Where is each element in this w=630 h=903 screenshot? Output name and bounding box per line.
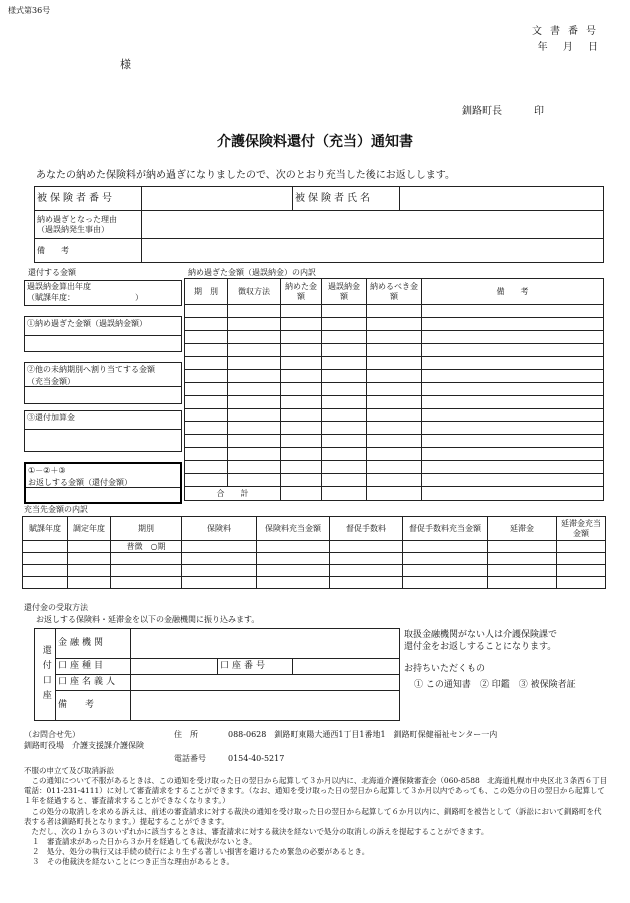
breakdown-cell <box>322 318 367 331</box>
breakdown-cell <box>422 422 604 435</box>
breakdown-cell <box>228 357 281 370</box>
receipt-heading: 還付金の受取方法 <box>24 603 88 612</box>
overpaid-amount-label: ①納め過ぎた金額（過誤納金額） <box>25 317 181 336</box>
appeal-paragraph-1: この通知について不服があるときは、この通知を受け取った日の翌日から起算して３か月以内に、北海道介護保険審査会（060-8588 北海道札幌市中央区北３条西６丁目 電話：011-231-4111）に対して審査請求をすることができます。（なお、通知を受け取った日の翌日から起算して３か月以内であっても、この処分の日の翌日から起算して１年を経過すると、審査請求することができなくなります。） <box>24 776 615 806</box>
appropriation-heading: 充当先金額の内訳 <box>24 505 88 514</box>
breakdown-cell <box>367 435 422 448</box>
bank-value <box>131 629 400 659</box>
breakdown-row <box>185 305 604 318</box>
breakdown-cell <box>367 383 422 396</box>
no-bank-note-1: 取扱金融機関がない人は介護保険課で <box>404 630 558 640</box>
breakdown-cell <box>228 344 281 357</box>
breakdown-cell <box>281 305 322 318</box>
appropriation-header-assess-year: 調定年度 <box>68 517 111 541</box>
document-number-label: 文書番号 <box>532 26 604 37</box>
appropriation-cell <box>23 541 68 553</box>
no-bank-note-2: 還付金をお返しすることになります。 <box>404 642 557 652</box>
breakdown-cell <box>422 344 604 357</box>
breakdown-cell <box>281 396 322 409</box>
addressee-suffix: 様 <box>120 58 131 71</box>
breakdown-cell <box>185 383 228 396</box>
appropriated-amount-box <box>24 362 182 404</box>
breakdown-total-cell <box>422 487 604 501</box>
breakdown-cell <box>322 461 367 474</box>
insured-name-label: 被保険者氏名 <box>293 187 400 211</box>
breakdown-cell <box>185 344 228 357</box>
breakdown-total-cell <box>367 487 422 501</box>
insured-remarks-value <box>142 239 604 263</box>
breakdown-cell <box>322 370 367 383</box>
refund-year-label: 過誤納金算出年度 <box>27 282 91 291</box>
breakdown-cell <box>367 461 422 474</box>
appropriation-cell <box>330 565 403 577</box>
breakdown-heading: 納め過ぎた金額（過誤納金）の内訳 <box>188 268 316 277</box>
appeal-item-1: １ 審査請求があった日から３か月を経過しても裁決がないとき。 <box>32 836 257 846</box>
page-title: 介護保険料還付（充当）通知書 <box>217 134 413 150</box>
bank-account-table <box>34 628 400 721</box>
reason-label <box>35 211 142 239</box>
breakdown-cell <box>185 474 228 487</box>
breakdown-cell <box>322 409 367 422</box>
refund-total-box <box>24 462 182 504</box>
breakdown-cell <box>281 344 322 357</box>
breakdown-total-cell <box>322 487 367 501</box>
breakdown-cell <box>322 396 367 409</box>
contact-address: 088-0628 釧路町東陽大通西1丁目1番地1 釧路町保健福祉センター一内 <box>228 730 498 739</box>
overpaid-amount-box <box>24 316 182 352</box>
breakdown-row <box>185 331 604 344</box>
appropriation-cell <box>182 553 257 565</box>
breakdown-cell <box>422 318 604 331</box>
breakdown-cell <box>185 422 228 435</box>
breakdown-cell <box>322 422 367 435</box>
breakdown-cell <box>322 448 367 461</box>
breakdown-cell <box>367 409 422 422</box>
appeal-item-3: ３ その他裁決を経ないことにつき正当な理由があるとき。 <box>32 857 235 867</box>
breakdown-cell <box>367 357 422 370</box>
breakdown-cell <box>281 474 322 487</box>
appropriation-row <box>23 577 606 589</box>
breakdown-cell <box>422 357 604 370</box>
breakdown-row <box>185 474 604 487</box>
breakdown-row <box>185 383 604 396</box>
breakdown-cell <box>185 461 228 474</box>
breakdown-cell <box>367 318 422 331</box>
breakdown-cell <box>422 474 604 487</box>
appropriation-cell <box>330 541 403 553</box>
receipt-remarks-value <box>131 691 400 721</box>
breakdown-cell <box>185 435 228 448</box>
breakdown-cell <box>281 331 322 344</box>
refund-heading: 還付する金額 <box>28 268 76 277</box>
breakdown-cell <box>422 305 604 318</box>
insured-name-value <box>400 187 604 211</box>
appropriation-cell <box>23 553 68 565</box>
refund-addition-box <box>24 410 182 452</box>
breakdown-header-paid: 納めた金 額 <box>281 279 322 305</box>
breakdown-cell <box>281 409 322 422</box>
appropriation-cell <box>257 541 330 553</box>
date-label: 年 月 日 <box>537 42 604 53</box>
appropriation-cell <box>68 577 111 589</box>
breakdown-cell <box>228 435 281 448</box>
appropriation-header-premium-applied: 保険料充当金額 <box>257 517 330 541</box>
insured-number-label: 被保険者番号 <box>35 187 142 211</box>
breakdown-cell <box>228 461 281 474</box>
appropriated-amount-label: ②他の未納期別へ割り当てする金額 <box>27 365 155 374</box>
breakdown-cell <box>228 422 281 435</box>
breakdown-cell <box>228 474 281 487</box>
breakdown-cell <box>367 331 422 344</box>
appropriation-cell <box>68 565 111 577</box>
appropriation-header-late-applied: 延滞金充当金額 <box>557 517 606 541</box>
appropriation-cell <box>403 553 488 565</box>
breakdown-row <box>185 448 604 461</box>
reason-value <box>142 211 604 239</box>
breakdown-cell <box>322 331 367 344</box>
account-holder-value <box>131 675 400 691</box>
breakdown-cell <box>367 396 422 409</box>
breakdown-cell <box>367 344 422 357</box>
breakdown-row <box>185 370 604 383</box>
breakdown-cell <box>422 409 604 422</box>
appropriation-cell <box>23 577 68 589</box>
breakdown-cell <box>281 461 322 474</box>
breakdown-cell <box>185 409 228 422</box>
breakdown-cell <box>322 383 367 396</box>
appropriation-header-fee-applied: 督促手数料充当金額 <box>403 517 488 541</box>
refund-total-formula: ①－②＋③ <box>28 466 66 475</box>
breakdown-cell <box>367 422 422 435</box>
breakdown-cell <box>322 305 367 318</box>
contact-address-label: 住 所 <box>174 730 198 739</box>
appropriation-cell <box>488 577 557 589</box>
breakdown-cell <box>281 370 322 383</box>
appropriation-row <box>23 565 606 577</box>
breakdown-header-period: 期 別 <box>185 279 228 305</box>
appropriation-cell <box>403 541 488 553</box>
insured-remarks-label: 備 考 <box>35 239 142 263</box>
account-number-label: 口座番号 <box>218 659 293 675</box>
breakdown-row <box>185 435 604 448</box>
breakdown-cell <box>281 422 322 435</box>
breakdown-cell <box>281 318 322 331</box>
appropriation-cell <box>257 553 330 565</box>
appropriation-cell <box>403 565 488 577</box>
appropriation-cell <box>68 553 111 565</box>
contact-office: 釧路町役場 介護支援課介護保険 <box>24 741 144 750</box>
breakdown-row <box>185 461 604 474</box>
breakdown-cell <box>228 396 281 409</box>
form-number: 様式第36号 <box>8 6 51 15</box>
appropriation-cell <box>330 553 403 565</box>
breakdown-header-method: 徴収方法 <box>228 279 281 305</box>
bank-label: 金融機関 <box>56 629 131 659</box>
breakdown-cell <box>228 409 281 422</box>
receipt-remarks-label: 備 考 <box>56 691 131 721</box>
breakdown-cell <box>367 474 422 487</box>
breakdown-row <box>185 344 604 357</box>
appropriation-cell <box>488 565 557 577</box>
account-number-value <box>293 659 400 675</box>
issuer-name: 釧路町長 <box>462 106 502 117</box>
breakdown-cell <box>228 370 281 383</box>
refund-year-box <box>24 280 182 306</box>
account-type-label: 口座種目 <box>56 659 131 675</box>
breakdown-cell <box>322 435 367 448</box>
breakdown-cell <box>422 396 604 409</box>
breakdown-cell <box>367 448 422 461</box>
bring-items-list: ① この通知書 ② 印鑑 ③ 被保険者証 <box>414 680 576 690</box>
appeal-section <box>24 766 615 867</box>
bring-items-label: お持ちいただくもの <box>404 664 486 674</box>
breakdown-row <box>185 357 604 370</box>
appropriation-cell <box>557 553 606 565</box>
appropriation-cell <box>557 565 606 577</box>
contact-phone-label: 電話番号 <box>174 754 206 763</box>
breakdown-row <box>185 396 604 409</box>
breakdown-cell <box>322 357 367 370</box>
appeal-item-2: ２ 処分、処分の執行又は手続の続行により生ずる著しい損害を避けるため緊急の必要があるとき。 <box>32 847 370 856</box>
breakdown-cell <box>228 383 281 396</box>
breakdown-cell <box>228 331 281 344</box>
account-type-value <box>131 659 218 675</box>
appropriated-amount-sublabel: （充当金額） <box>25 377 181 388</box>
refund-addition-label: ③還付加算金 <box>25 411 181 430</box>
breakdown-cell <box>422 461 604 474</box>
breakdown-cell <box>281 383 322 396</box>
breakdown-cell <box>422 435 604 448</box>
appeal-paragraph-2: この処分の取消しを求める訴えは、前述の審査請求に対する裁決の通知を受け取った日の翌日から起算して６か月以内に、釧路町を被告として（訴訟において釧路町を代表する者は釧路町長となります。）提起することができます。 <box>24 806 602 826</box>
appropriation-cell <box>23 565 68 577</box>
breakdown-row <box>185 409 604 422</box>
breakdown-total-label: 合 計 <box>185 487 281 501</box>
appropriation-table <box>22 516 606 589</box>
contact-label: （お問合せ先） <box>24 730 80 739</box>
breakdown-cell <box>422 331 604 344</box>
appropriation-header-period: 期別 <box>111 517 182 541</box>
appropriation-cell <box>111 565 182 577</box>
breakdown-cell <box>185 448 228 461</box>
appropriation-cell <box>330 577 403 589</box>
refund-total-label: お返しする金額（還付金額） <box>26 478 180 489</box>
appropriation-cell <box>403 577 488 589</box>
appropriation-cell <box>111 553 182 565</box>
appropriation-period-cell: 普徴 ○期 <box>111 541 182 553</box>
appropriation-cell <box>182 577 257 589</box>
breakdown-row <box>185 422 604 435</box>
contact-phone: 0154-40-5217 <box>228 754 285 763</box>
appropriation-header-fee: 督促手数料 <box>330 517 403 541</box>
reason-label-line1: 納め過ぎとなった理由 <box>37 214 117 224</box>
breakdown-cell <box>185 396 228 409</box>
breakdown-table <box>184 278 604 501</box>
appropriation-header-levy-year: 賦課年度 <box>23 517 68 541</box>
appropriation-header-late: 延滞金 <box>488 517 557 541</box>
appropriation-cell <box>257 565 330 577</box>
receipt-description: お返しする保険料・延滞金を以下の金融機関に振り込みます。 <box>36 615 260 624</box>
breakdown-header-due: 納めるべき金 額 <box>367 279 422 305</box>
appropriation-cell <box>182 565 257 577</box>
appropriation-cell <box>557 577 606 589</box>
seal-mark: 印 <box>534 106 544 117</box>
breakdown-header-remarks: 備 考 <box>422 279 604 305</box>
breakdown-cell <box>228 305 281 318</box>
breakdown-cell <box>185 331 228 344</box>
breakdown-cell <box>185 370 228 383</box>
breakdown-header-overpaid: 過誤納金 額 <box>322 279 367 305</box>
appropriation-cell <box>557 541 606 553</box>
breakdown-cell <box>281 448 322 461</box>
reason-label-line2: （過誤納発生事由） <box>37 224 109 234</box>
appropriation-cell <box>182 541 257 553</box>
breakdown-total-cell <box>281 487 322 501</box>
appropriation-cell <box>111 577 182 589</box>
appropriation-row <box>23 553 606 565</box>
breakdown-cell <box>422 448 604 461</box>
breakdown-cell <box>422 370 604 383</box>
refund-year-paren: （賦課年度： ） <box>27 292 143 302</box>
intro-text: あなたの納めた保険料が納め過ぎになりましたので、次のとおり充当した後にお返しします。 <box>36 170 455 181</box>
breakdown-cell <box>422 383 604 396</box>
breakdown-cell <box>322 344 367 357</box>
breakdown-cell <box>281 435 322 448</box>
breakdown-cell <box>228 448 281 461</box>
appropriation-cell <box>488 553 557 565</box>
refund-account-side-label: 還付口座 <box>35 629 56 721</box>
breakdown-row <box>185 318 604 331</box>
appropriation-cell <box>488 541 557 553</box>
breakdown-cell <box>185 305 228 318</box>
appeal-paragraph-3: ただし、次の１から３のいずれかに該当するときは、審査請求に対する裁決を経ないで処分の取消しの訴えを提起することができます。 <box>24 826 489 836</box>
insured-info-table <box>34 186 604 263</box>
appropriation-cell <box>257 577 330 589</box>
breakdown-cell <box>322 474 367 487</box>
breakdown-cell <box>367 305 422 318</box>
breakdown-cell <box>185 318 228 331</box>
appropriation-row <box>23 541 606 553</box>
account-holder-label: 口座名義人 <box>56 675 131 691</box>
insured-number-value <box>142 187 293 211</box>
breakdown-cell <box>281 357 322 370</box>
breakdown-cell <box>367 370 422 383</box>
appropriation-cell <box>68 541 111 553</box>
appropriation-header-premium: 保険料 <box>182 517 257 541</box>
breakdown-cell <box>185 357 228 370</box>
breakdown-cell <box>228 318 281 331</box>
appeal-heading: 不服の申立て及び取消訴訟 <box>24 766 114 775</box>
